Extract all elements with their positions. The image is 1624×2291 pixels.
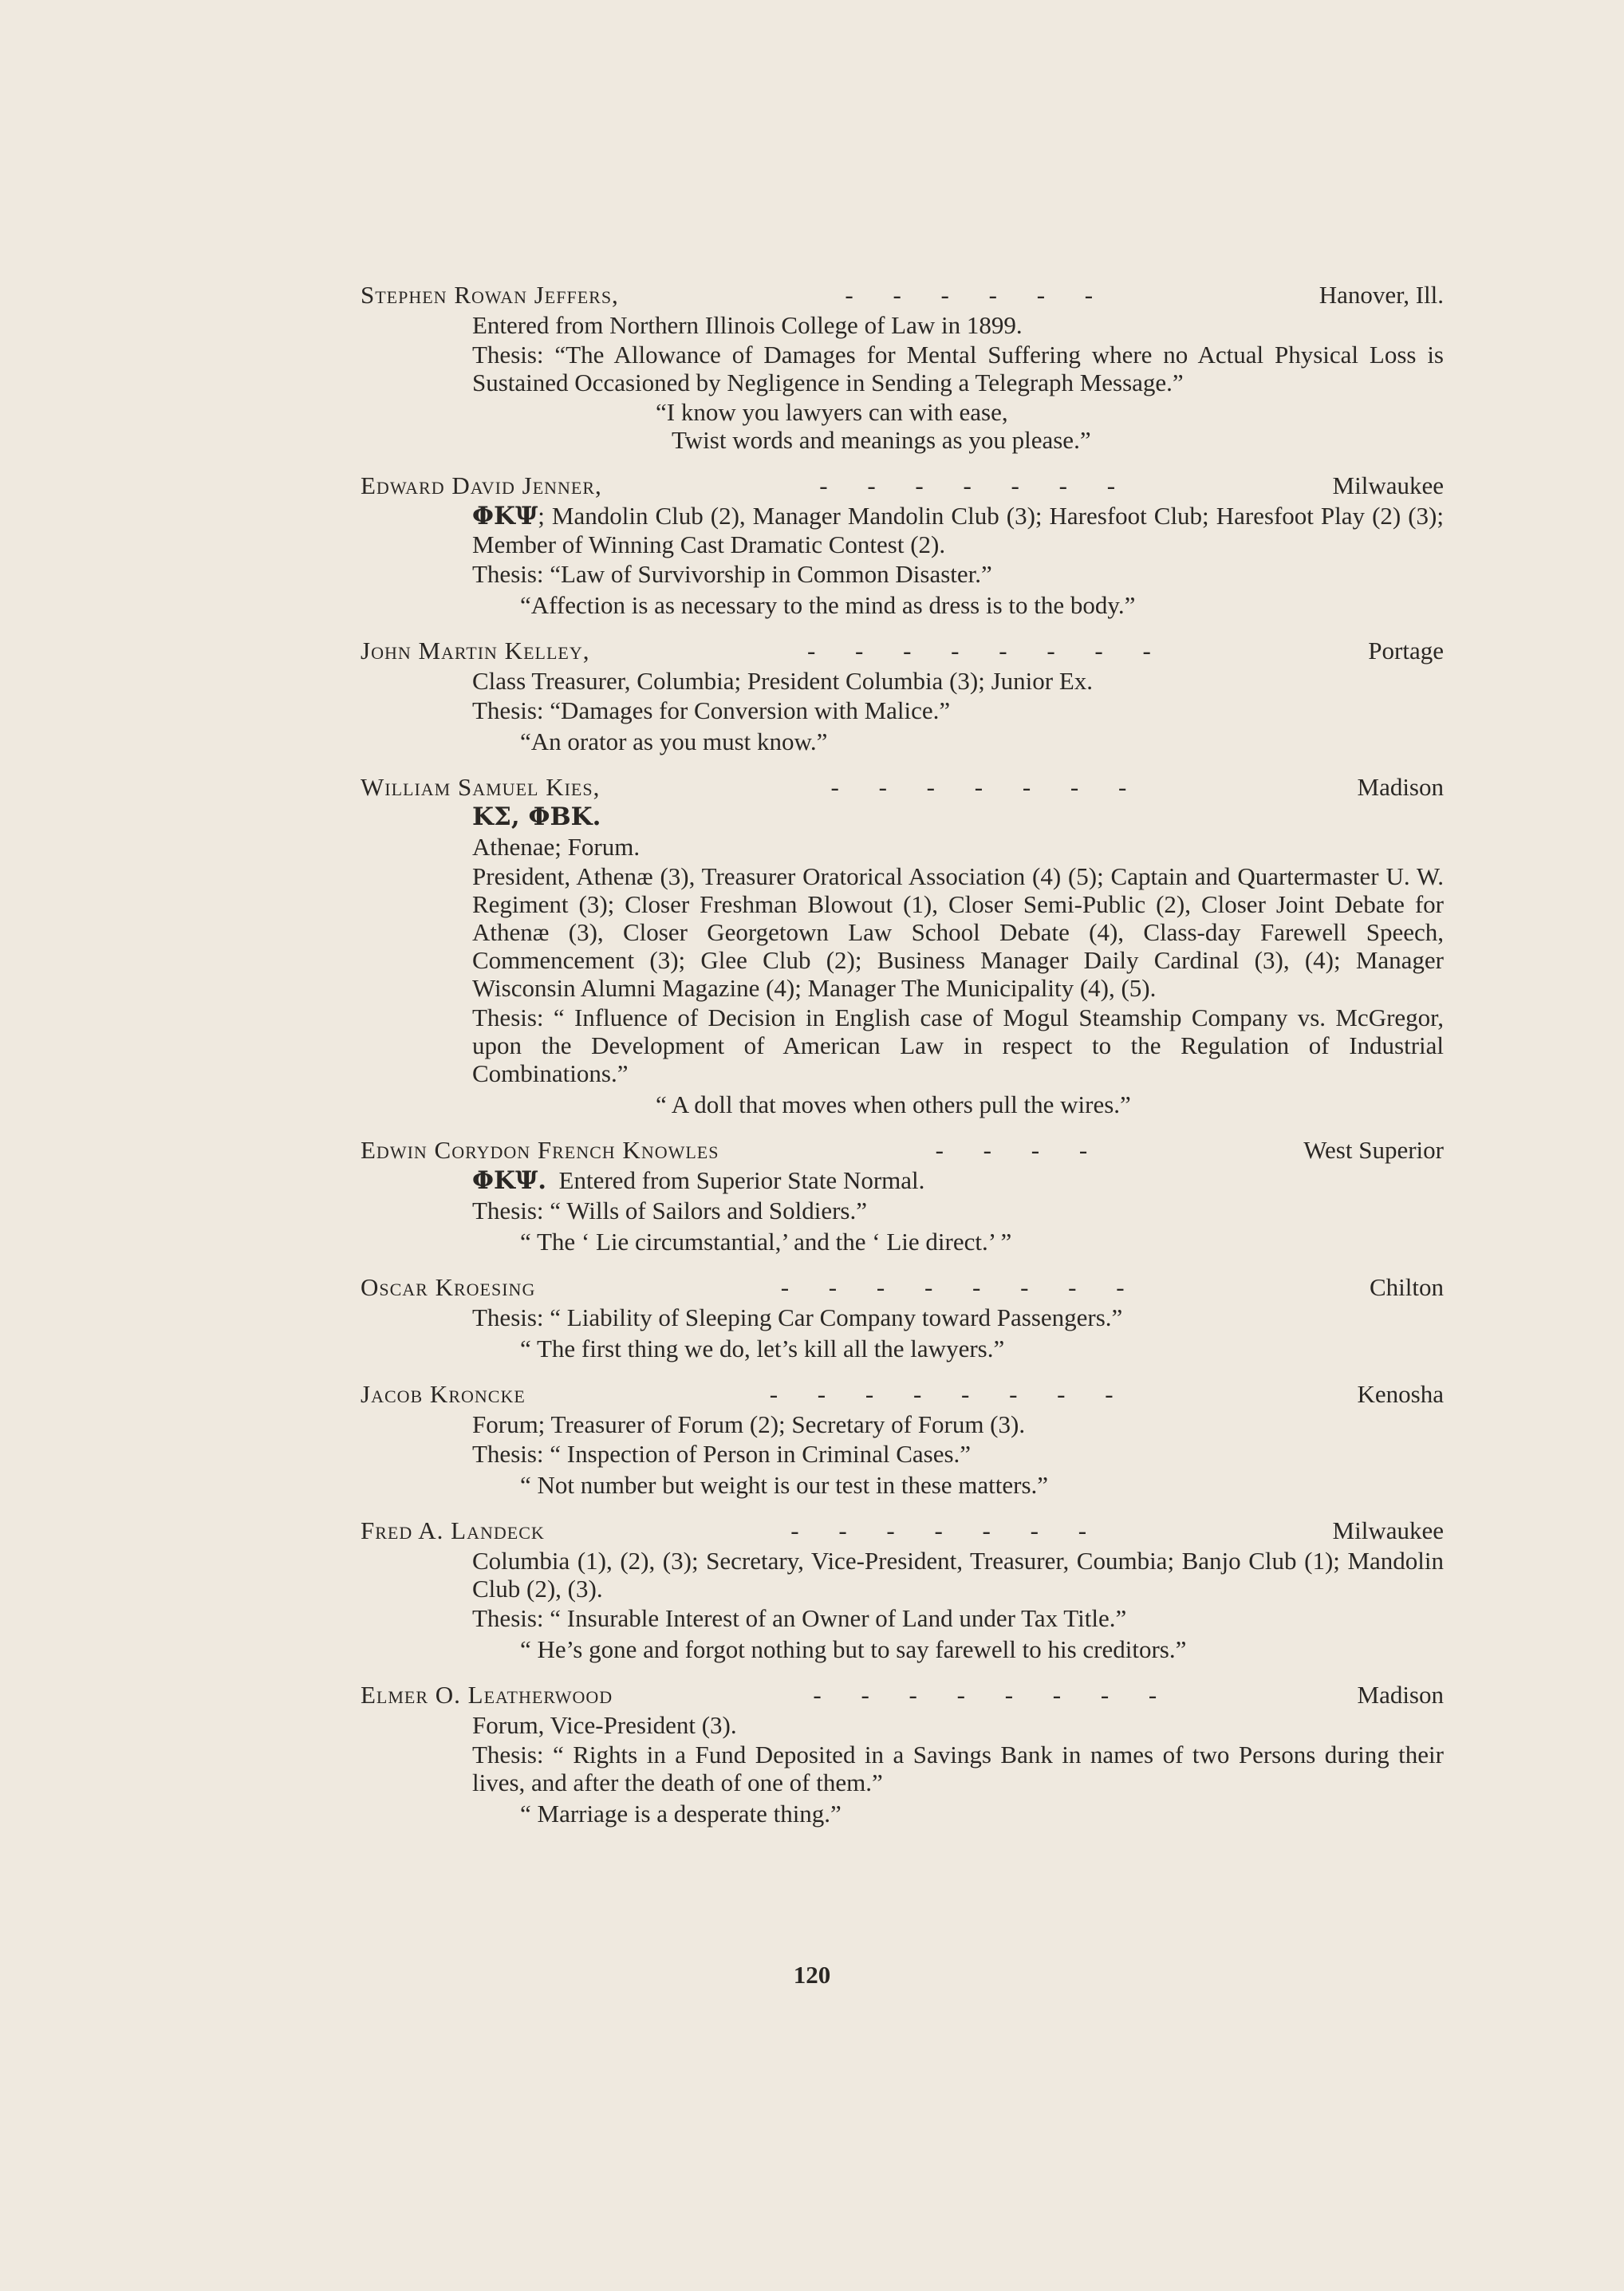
entry-line: Forum, Vice-President (3). [472, 1711, 737, 1739]
entry-body [361, 803, 1444, 1118]
entry-kroncke [361, 1378, 1444, 1499]
entry-place: Hanover, Ill. [1319, 281, 1444, 309]
entry-line: Class Treasurer, Columbia; President Columbia (3); Junior Ex. [472, 667, 1094, 695]
entry-heading: Jacob Kroncke - - - - - - - - Kenosha [361, 1378, 1444, 1410]
entry-thesis: Thesis: “ Rights in a Fund Deposited in a Savings Bank in names of two Persons during their lives, and after the death of one of them.” [472, 1741, 1444, 1796]
entry-heading: John Martin Kelley, - - - - - - - - Portage [361, 635, 1444, 667]
entry-body [361, 311, 1444, 454]
entry-heading: Fred A. Landeck - - - - - - - Milwaukee [361, 1515, 1444, 1547]
entry-thesis: Thesis: “ Influence of Decision in English case of Mogul Steamship Company vs. McGregor, upon the Development of American Law in respect to the Regulation of Industrial Combinations.” [472, 1004, 1444, 1087]
entry-name: John Martin Kelley, [361, 637, 590, 664]
entry-line: Entered from Superior State Normal. [558, 1166, 925, 1194]
entry-body [361, 1410, 1444, 1499]
entry-line: President, Athenæ (3), Treasurer Oratorical Association (4) (5); Captain and Quartermaster U. W. Regiment (3); Closer Freshman Blowout (1), Closer Semi-Public (2), Closer Joint Debate for Athenæ (3), Closer Georgetown Law School Debate (4), Class-day Farewell Speech, Commencement (3); Glee Club (2); Business Manager Daily Cardinal (3), (4); Manager Wisconsin Alumni Magazine (4); Manager The Municipality (4), (5). [472, 862, 1444, 1002]
entry-body [361, 1547, 1444, 1663]
entry-kies [361, 771, 1444, 1118]
entry-kelley [361, 635, 1444, 755]
entry-body [361, 1711, 1444, 1828]
fraternity-letters: ΦΚΨ. [472, 1166, 547, 1195]
entry-quote: “ He’s gone and forgot nothing but to say farewell to his creditors.” [520, 1635, 1187, 1663]
fraternity-letters: ΦΚΨ [472, 502, 538, 530]
entry-heading: Elmer O. Leatherwood - - - - - - - - Madison [361, 1679, 1444, 1711]
entry-jeffers [361, 279, 1444, 454]
entry-place: Milwaukee [1332, 471, 1444, 499]
entry-place: Kenosha [1357, 1380, 1444, 1408]
entry-name: Edward David Jenner, [361, 471, 602, 499]
entry-thesis: Thesis: “Damages for Conversion with Malice.” [472, 696, 951, 724]
entry-place: Chilton [1369, 1273, 1444, 1301]
entry-jenner [361, 470, 1444, 619]
entry-body [361, 502, 1444, 619]
entry-body [361, 667, 1444, 755]
entry-heading: Edward David Jenner, - - - - - - - Milwaukee [361, 470, 1444, 502]
entry-quote: “ A doll that moves when others pull the wires.” [656, 1090, 1131, 1118]
entry-place: West Superior [1303, 1136, 1444, 1164]
entry-quote: “ Marriage is a desperate thing.” [520, 1800, 842, 1828]
entry-heading: Edwin Corydon French Knowles - - - - West Superior [361, 1134, 1444, 1166]
entry-name: Fred A. Landeck [361, 1516, 545, 1544]
entry-line: Columbia (1), (2), (3); Secretary, Vice-President, Treasurer, Coumbia; Banjo Club (1); Mandolin Club (2), (3). [472, 1547, 1444, 1603]
entry-place: Madison [1357, 773, 1444, 801]
page-number: 120 [793, 1961, 831, 1989]
entry-quote: “An orator as you must know.” [520, 728, 828, 755]
entry-thesis: Thesis: “ Inspection of Person in Criminal Cases.” [472, 1440, 972, 1468]
entry-knowles [361, 1134, 1444, 1256]
entry-name: Edwin Corydon French Knowles [361, 1136, 719, 1164]
entry-heading: William Samuel Kies, - - - - - - - Madison [361, 771, 1444, 803]
entry-line: Athenae; Forum. [472, 833, 641, 861]
fraternity-letters: ΚΣ, ΦΒΚ. [472, 802, 601, 831]
entry-quote: Twist words and meanings as you please.” [672, 426, 1091, 454]
entry-quote: “ The ‘ Lie circumstantial,’ and the ‘ Lie direct.’ ” [520, 1228, 1012, 1256]
entry-name: Oscar Kroesing [361, 1273, 536, 1301]
entry-quote: “ Not number but weight is our test in these matters.” [520, 1471, 1049, 1499]
entry-thesis: Thesis: “ Insurable Interest of an Owner of Land under Tax Title.” [472, 1604, 1127, 1632]
entry-heading: Stephen Rowan Jeffers, - - - - - - Hanover, Ill. [361, 279, 1444, 311]
entry-line: ; Mandolin Club (2), Manager Mandolin Club (3); Haresfoot Club; Haresfoot Play (2) (3); Member of Winning Cast Dramatic Contest (2). [472, 502, 1444, 558]
entry-line: Entered from Northern Illinois College of Law in 1899. [472, 311, 1023, 339]
entry-name: Jacob Kroncke [361, 1380, 526, 1408]
entry-name: William Samuel Kies, [361, 773, 601, 801]
entry-thesis: Thesis: “The Allowance of Damages for Mental Suffering where no Actual Physical Loss is Sustained Occasioned by Negligence in Sending a Telegraph Message.” [472, 341, 1444, 396]
entry-heading: Oscar Kroesing - - - - - - - - Chilton [361, 1272, 1444, 1303]
entry-line: Forum; Treasurer of Forum (2); Secretary of Forum (3). [472, 1410, 1026, 1438]
entry-leatherwood [361, 1679, 1444, 1828]
entry-thesis: Thesis: “ Liability of Sleeping Car Company toward Passengers.” [472, 1303, 1123, 1331]
entry-place: Milwaukee [1332, 1516, 1444, 1544]
entry-name: Stephen Rowan Jeffers, [361, 281, 619, 309]
entry-place: Madison [1357, 1681, 1444, 1709]
entry-body [361, 1303, 1444, 1362]
entry-place: Portage [1368, 637, 1444, 664]
page-content [361, 279, 1444, 1843]
entry-name: Elmer O. Leatherwood [361, 1681, 613, 1709]
entry-quote: “ The first thing we do, let’s kill all the lawyers.” [520, 1335, 1005, 1362]
entry-kroesing [361, 1272, 1444, 1362]
entry-quote: “Affection is as necessary to the mind as dress is to the body.” [520, 591, 1136, 619]
entry-landeck [361, 1515, 1444, 1663]
entry-thesis: Thesis: “ Wills of Sailors and Soldiers.” [472, 1197, 867, 1224]
entry-body [361, 1166, 1444, 1256]
entry-thesis: Thesis: “Law of Survivorship in Common Disaster.” [472, 560, 992, 588]
entry-quote: “I know you lawyers can with ease, [656, 398, 1008, 426]
